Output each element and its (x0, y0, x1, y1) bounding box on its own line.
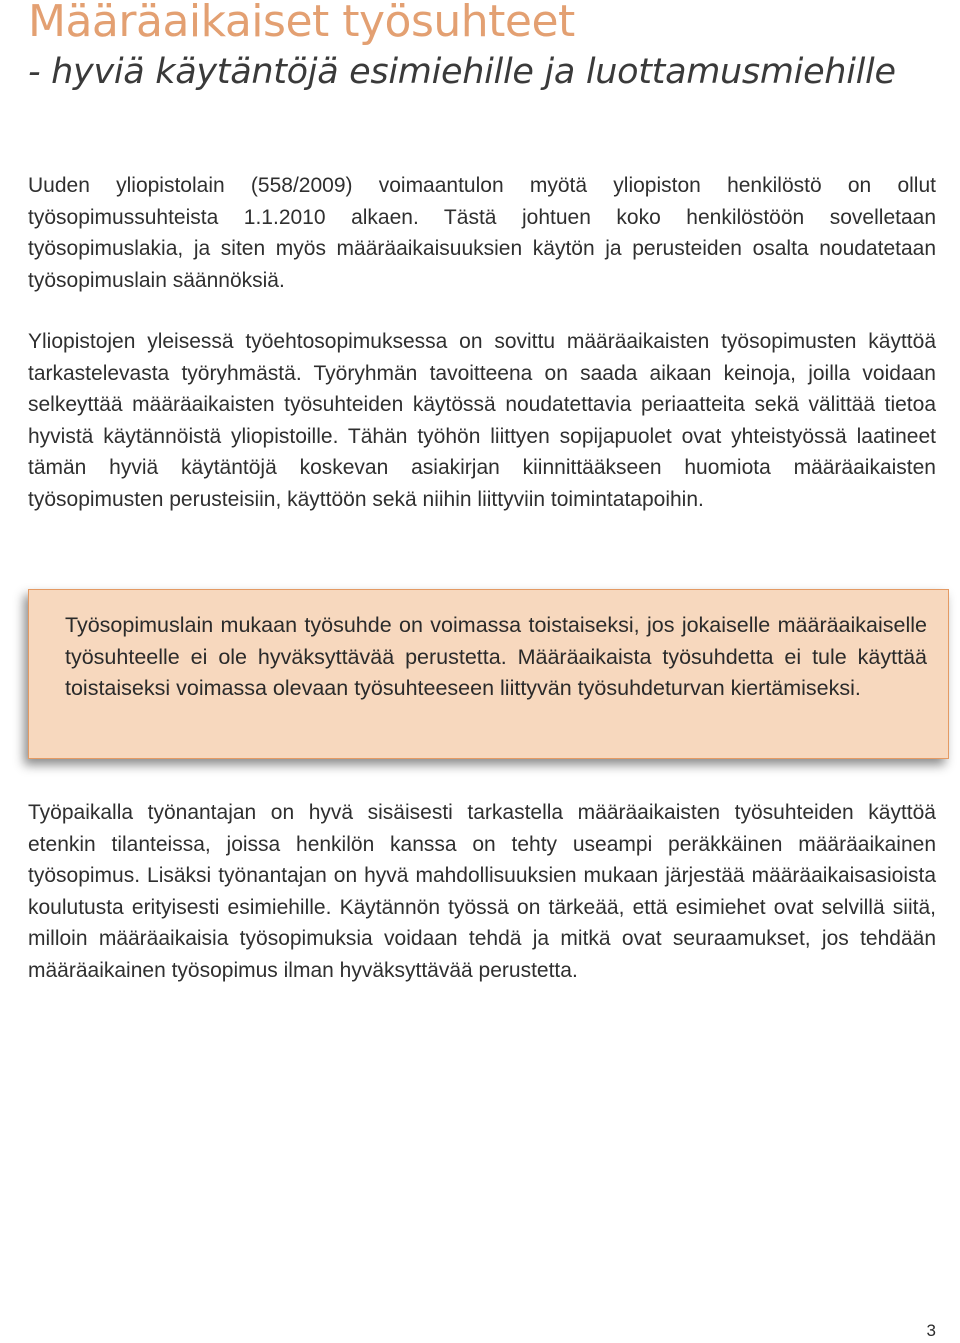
callout-box (28, 589, 949, 759)
paragraph-workplace: Työpaikalla työnantajan on hyvä sisäisesti tarkastella määräaikaisten työsuhteiden käyttöä etenkin tilanteissa, joissa henkilön kanssa on tehty useampi peräkkäinen määräaikainen työsopimus. Lisäksi työnantajan on hyvä mahdollisuuksien mukaan järjestää määräaikaisasioista koulutusta erityisesti esimiehille. Käytännön työssä on tärkeää, että esimiehet ovat selvillä siitä, milloin määräaikaisia työsopimuksia voidaan tehdä ja mitkä ovat seuraamukset, jos tehdään määräaikainen työsopimus ilman hyväksyttävää perustetta. (28, 801, 936, 982)
paragraph-university-law: Uuden yliopistolain (558/2009) voimaantulon myötä yliopiston henkilöstö on ollut työsopimussuhteista 1.1.2010 alkaen. Tästä johtuen koko henkilöstöön sovelletaan työsopimuslakia, ja siten myös määräaikaisuuksien käytön ja perusteiden osalta noudatetaan työsopimuslain säännöksiä. (28, 174, 936, 292)
page-subtitle: - hyviä käytäntöjä esimiehille ja luottamusmiehille (28, 52, 896, 92)
page-title: Määräaikaiset työsuhteet (28, 0, 575, 47)
callout-text: Työsopimuslain mukaan työsuhde on voimassa toistaiseksi, jos jokaiselle määräaikaiselle työsuhteelle ei ole hyväksyttävää perustetta. Määräaikaista työsuhdetta ei tule käyttää toistaiseksi voimassa olevaan työsuhteeseen liittyvän työsuhdeturvan kiertämiseksi. (65, 613, 927, 700)
paragraph-working-group: Yliopistojen yleisessä työehtosopimuksessa on sovittu määräaikaisten työsopimusten käyttöä tarkastelevasta työryhmästä. Työryhmän tavoitteena on saada aikaan keinoja, joilla voidaan selkeyttää määräaikaisten työsuhteiden käytössä noudatettavia periaatteita sekä välittää tietoa hyvistä käytännöistä yliopistoille. Tähän työhön liittyen sopijapuolet ovat yhteistyössä laatineet tämän hyviä käytäntöjä koskevan asiakirjan kiinnittääkseen huomiota määräaikaisten työsopimusten perusteisiin, käyttöön sekä niihin liittyviin toimintatapoihin. (28, 330, 936, 511)
page-number: 3 (926, 1321, 936, 1340)
